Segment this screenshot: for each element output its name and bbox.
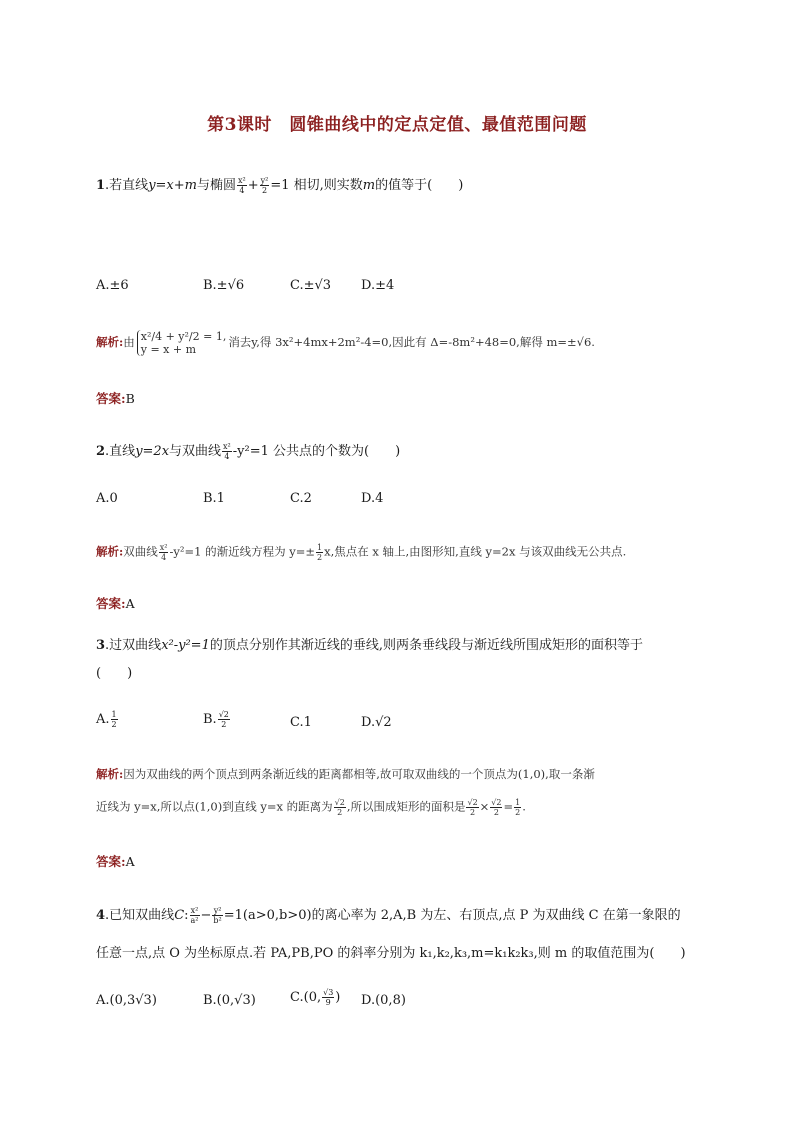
equation-system: x²/4 + y²/2 = 1, y = x + m <box>137 330 227 356</box>
question-4-line2: 任意一点,点 O 为坐标原点.若 PA,PB,PO 的斜率分别为 k₁,k₂,k₃,m=k₁k₂k₃,则 m 的取值范围为( ) <box>96 946 686 961</box>
variable: m <box>362 178 376 193</box>
option-c: C.(0, $\frac{√3}{9}$ ) <box>290 988 341 1007</box>
option-a: A.±6 <box>96 278 129 293</box>
question-text: =1(a>0,b>0)的离心率为 2,A,B 为左、右顶点,点 P 为双曲线 C 在第一象限的 <box>223 908 681 923</box>
answer-3 <box>96 852 135 870</box>
answer-value: A <box>125 854 135 869</box>
question-number: 4 <box>96 908 106 923</box>
fraction: $\frac{\text{x²}}{4}$ <box>159 543 168 562</box>
option-a: A.0 <box>96 491 118 506</box>
fraction: $\frac{√2}{2}$ <box>491 798 502 817</box>
analysis-text: x,焦点在 x 轴上,由图形知,直线 y=2x 与该双曲线无公共点. <box>324 544 627 559</box>
question-text: 的顶点分别作其渐近线的垂线,则两条垂线段与渐近线所围成矩形的面积等于 <box>209 638 643 653</box>
analysis-text: 因为双曲线的两个顶点到两条渐近线的距离都相等,故可取双曲线的一个顶点为(1,0),取一条渐 <box>123 767 595 781</box>
fraction: $\frac{√2}{2}$ <box>467 798 478 817</box>
question-number: 3 <box>96 638 106 653</box>
answer-2 <box>96 594 135 612</box>
formula: y=2x <box>135 444 170 459</box>
analysis-text: 消去y,得 3x²+4mx+2m²-4=0,因此有 Δ=-8m²+48=0,解得 m=±√6. <box>228 335 595 349</box>
answer-1 <box>96 389 135 407</box>
fraction: $\frac{\text{x²}}{4}$ <box>238 176 246 195</box>
option-a: A.(0,3√3) <box>96 993 157 1008</box>
fraction: $\frac{\text{y²}}{2}$ <box>260 176 269 195</box>
option-c: C.2 <box>290 491 312 506</box>
question-text: -y²=1 公共点的个数为( ) <box>232 444 401 459</box>
analysis-label: 解析: <box>96 544 124 559</box>
question-text: 与椭圆 <box>196 178 236 193</box>
option-c: C.±√3 <box>290 278 332 293</box>
answer-label: 答案: <box>96 391 126 406</box>
question-4: 4.已知双曲线C: $\frac{\text{x²}}{\text{a²}}$ − $\frac{\text{y²}}{\text{b²}}$ =1(a>0,b>0)的离心率为 2,A,B 为左、右顶点,点 P 为双曲线 C 在第一象限的 <box>96 906 681 925</box>
option-b: B.(0,√3) <box>203 993 256 1008</box>
formula: y=x+m <box>148 178 197 193</box>
answer-paren: ( ) <box>96 666 133 681</box>
option-d: D.±4 <box>361 278 395 293</box>
option-b: B.1 <box>203 491 225 506</box>
question-3: 3.过双曲线x²-y²=1的顶点分别作其渐近线的垂线,则两条垂线段与渐近线所围成矩形的面积等于 <box>96 638 643 653</box>
question-text: =1 相切,则实数 <box>270 178 363 193</box>
fraction: $\frac{1}{2}$ <box>515 798 521 817</box>
page-title: 第3课时 圆锥曲线中的定点定值、最值范围问题 <box>207 115 587 135</box>
analysis-1: 解析:由 x²/4 + y²/2 = 1, y = x + m 消去y,得 3x²+4mx+2m²-4=0,因此有 Δ=-8m²+48=0,解得 m=±√6. <box>96 330 595 356</box>
fraction: $\frac{1}{2}$ <box>317 543 323 562</box>
fraction: $\frac{\text{x²}}{\text{a²}}$ <box>190 906 199 925</box>
option-b: B. $\frac{√2}{2}$ <box>203 710 229 729</box>
option-a: A. $\frac{1}{2}$ <box>96 710 117 729</box>
answer-value: B <box>125 391 135 406</box>
analysis-2: 解析:双曲线 $\frac{\text{x²}}{4}$ -y²=1 的渐近线方程为 y=± $\frac{1}{2}$ x,焦点在 x 轴上,由图形知,直线 y=2x 与该双曲线无公共点. <box>96 543 627 562</box>
analysis-3 <box>96 766 595 782</box>
analysis-label: 解析: <box>96 335 124 349</box>
answer-value: A <box>125 596 135 611</box>
option-d: D.4 <box>361 491 384 506</box>
question-1: 1.若直线y=x+m与椭圆 $\frac{\text{x²}}{4}$ + $\frac{\text{y²}}{2}$ =1 相切,则实数m的值等于( ) <box>96 176 464 195</box>
option-b: B.±√6 <box>203 278 245 293</box>
fraction: $\frac{√2}{2}$ <box>218 710 229 729</box>
option-c: C.1 <box>290 715 312 730</box>
answer-label: 答案: <box>96 596 126 611</box>
formula: x²-y²=1 <box>161 638 210 653</box>
question-2: 2.直线y=2x与双曲线 $\frac{\text{x²}}{4}$ -y²=1 公共点的个数为( ) <box>96 442 401 461</box>
fraction: $\frac{1}{2}$ <box>111 710 117 729</box>
option-d: D.(0,8) <box>361 993 406 1008</box>
fraction: $\frac{\text{x²}}{4}$ <box>223 442 231 461</box>
fraction: $\frac{√2}{2}$ <box>334 798 345 817</box>
question-text: 的值等于( ) <box>375 178 464 193</box>
answer-label: 答案: <box>96 854 126 869</box>
fraction: $\frac{\text{y²}}{\text{b²}}$ <box>213 906 222 925</box>
analysis-label: 解析: <box>96 767 124 781</box>
question-number: 2 <box>96 444 106 459</box>
question-text: .若直线 <box>105 178 149 193</box>
fraction: $\frac{√3}{9}$ <box>323 988 334 1007</box>
question-number: 1 <box>96 178 106 193</box>
option-d: D.√2 <box>361 715 392 730</box>
analysis-3-line2: 近线为 y=x,所以点(1,0)到直线 y=x 的距离为 $\frac{√2}{2}$ ,所以围成矩形的面积是 $\frac{√2}{2}$ × $\frac{√2}{2}$ = $\frac{1}{2}$ . <box>96 798 526 817</box>
